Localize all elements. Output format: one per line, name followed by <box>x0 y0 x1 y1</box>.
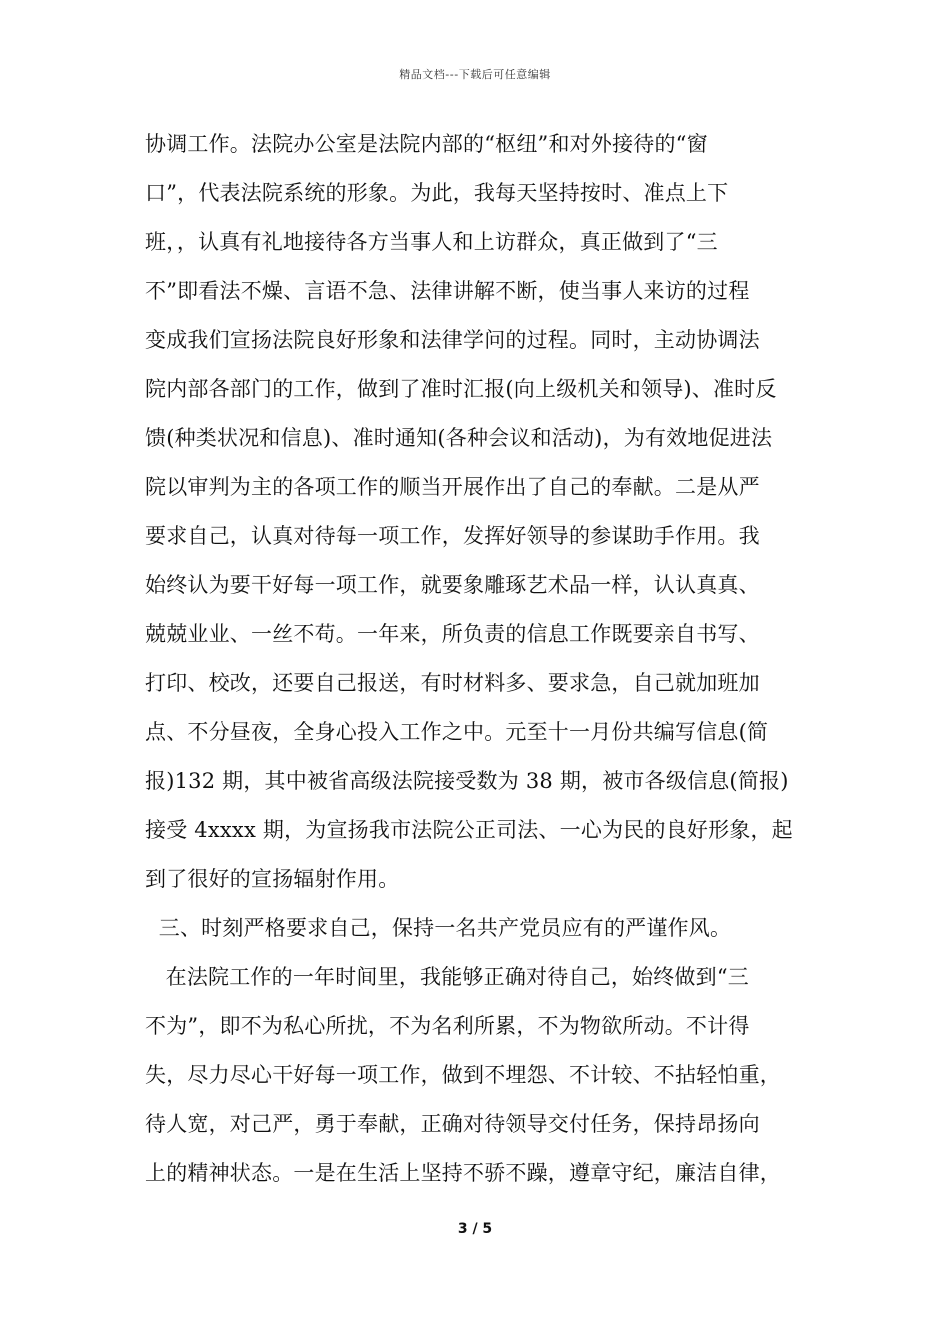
text-line: 点、不分昼夜，全身心投入工作之中。元至十一月份共编写信息(简 <box>145 720 769 744</box>
text-line: 变成我们宣扬法院良好形象和法律学问的过程。同时，主动协调法 <box>145 328 760 352</box>
text-line: 不”即看法不燥、言语不急、法律讲解不断，使当事人来访的过程 <box>145 279 750 303</box>
text-line: 协调工作。法院办公室是法院内部的“枢纽”和对外接待的“窗 <box>145 132 708 156</box>
text-line: 待人宽，对己严，勇于奉献，正确对待领导交付任务，保持昂扬向 <box>145 1112 760 1136</box>
text-line: 兢兢业业、一丝不苟。一年来，所负责的信息工作既要亲自书写、 <box>145 622 760 646</box>
text-line: 到了很好的宣扬辐射作用。 <box>145 867 400 891</box>
text-line: 要求自己，认真对待每一项工作，发挥好领导的参谋助手作用。我 <box>145 524 760 548</box>
page-header: 精品文档---下载后可任意编辑 <box>399 68 551 81</box>
text-line: 失，尽力尽心干好每一项工作，做到不埋怨、不计较、不拈轻怕重， <box>145 1063 781 1087</box>
text-line: 报)132 期，其中被省高级法院接受数为 38 期，被市各级信息(简报) <box>145 769 789 793</box>
section-heading: 三、时刻严格要求自己，保持一名共产党员应有的严谨作风。 <box>145 916 732 940</box>
text-line: 始终认为要干好每一项工作，就要象雕琢艺术品一样，认认真真、 <box>145 573 760 597</box>
text-line: 接受 4xxxx 期，为宣扬我市法院公正司法、一心为民的良好形象，起 <box>145 818 793 842</box>
text-line: 口”，代表法院系统的形象。为此，我每天坚持按时、准点上下 <box>145 181 729 205</box>
text-line: 打印、校改，还要自己报送，有时材料多、要求急，自己就加班加 <box>145 671 760 695</box>
text-line: 班，，认真有礼地接待各方当事人和上访群众，真正做到了“三 <box>145 230 718 254</box>
text-line: 不为”，即不为私心所扰，不为名利所累，不为物欲所动。不计得 <box>145 1014 750 1038</box>
text-line: 院内部各部门的工作，做到了准时汇报(向上级机关和领导)、准时反 <box>145 377 777 401</box>
page-number: 3 / 5 <box>457 1221 493 1237</box>
document-body <box>145 120 810 1198</box>
text-line: 在法院工作的一年时间里，我能够正确对待自己，始终做到“三 <box>145 965 749 989</box>
text-line: 馈(种类状况和信息)、准时通知(各种会议和活动)，为有效地促进法 <box>145 426 773 450</box>
text-line: 上的精神状态。一是在生活上坚持不骄不躁，遵章守纪，廉洁自律， <box>145 1161 781 1185</box>
text-line: 院以审判为主的各项工作的顺当开展作出了自己的奉献。二是从严 <box>145 475 760 499</box>
